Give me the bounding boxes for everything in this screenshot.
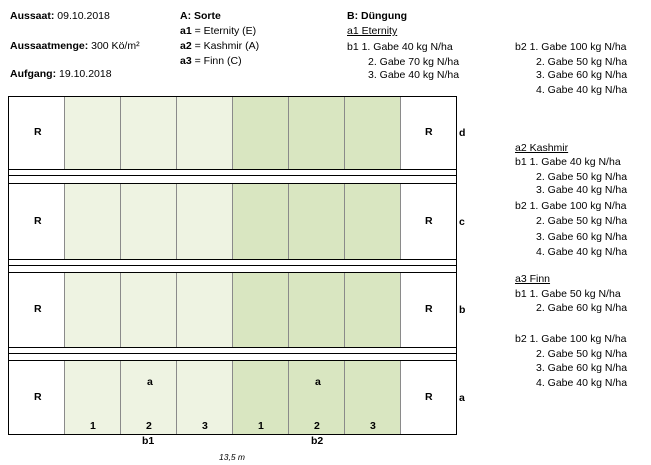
aussaat-label: Aussaat:	[10, 10, 55, 22]
a1-b1-line: 2. Gabe 70 kg N/ha	[368, 56, 460, 68]
row-gap	[8, 348, 457, 360]
border-label: R	[34, 303, 42, 315]
a2-title: a2 Kashmir	[515, 142, 569, 154]
plot-number: 3	[202, 420, 208, 432]
sorte-title: A: Sorte	[180, 10, 221, 22]
border-label: R	[34, 390, 42, 403]
plot-cell	[233, 273, 289, 347]
a2-b2-line: 4. Gabe 40 kg N/ha	[536, 246, 628, 258]
plot-cell	[289, 273, 345, 347]
a3-b2-line: 4. Gabe 40 kg N/ha	[536, 377, 628, 389]
plot-cell	[289, 184, 345, 259]
duengung-title: B: Düngung	[347, 10, 408, 22]
plot-row	[8, 272, 457, 348]
a3-b1-line: 2. Gabe 60 kg N/ha	[536, 302, 628, 314]
aussaatmenge-label: Aussaatmenge:	[10, 40, 89, 52]
a1-b2-line: 4. Gabe 40 kg N/ha	[536, 84, 628, 96]
row-label: a	[459, 391, 465, 404]
border-label: R	[34, 126, 42, 138]
border-label: R	[425, 126, 433, 138]
gap-line	[8, 353, 457, 354]
a1-b2-line: 2. Gabe 50 kg N/ha	[536, 56, 628, 68]
a1-b1-line: b1 1. Gabe 40 kg N/ha	[347, 41, 453, 53]
width-label: 13,5 m	[219, 452, 245, 462]
plot-cell	[177, 97, 233, 169]
a1-b2-line: b2 1. Gabe 100 kg N/ha	[515, 41, 627, 53]
plot-cell	[345, 97, 401, 169]
a3-b1-line: b1 1. Gabe 50 kg N/ha	[515, 288, 621, 300]
gap-line	[8, 265, 457, 266]
sorte-item: a3 = Finn (C)	[180, 55, 242, 67]
row-label: c	[459, 215, 465, 228]
plot-cell	[65, 97, 121, 169]
plot-row	[8, 360, 457, 435]
plot-row	[8, 183, 457, 260]
border-label: R	[425, 390, 433, 403]
plot-number: 1	[258, 420, 264, 432]
a3-b2-line: 3. Gabe 60 kg N/ha	[536, 362, 628, 374]
variant-marker: a	[147, 376, 153, 388]
aussaat-line	[10, 10, 110, 22]
row-label: b	[459, 304, 466, 316]
plot-number: 2	[146, 420, 152, 432]
plot-row	[8, 96, 457, 170]
row-gap	[8, 260, 457, 272]
a2-b1-line: b1 1. Gabe 40 kg N/ha	[515, 156, 621, 168]
a2-b2-line: b2 1. Gabe 100 kg N/ha	[515, 200, 627, 212]
plot-cell	[65, 273, 121, 347]
plot-number: 2	[314, 420, 320, 432]
a1-b1-line: 3. Gabe 40 kg N/ha	[368, 69, 460, 81]
aufgang-line	[10, 68, 112, 80]
plot-number: 3	[370, 420, 376, 432]
plot-cell	[345, 184, 401, 259]
aufgang-value: 19.10.2018	[59, 68, 112, 80]
gap-line	[8, 175, 457, 176]
plot-cell	[233, 184, 289, 259]
plot-cell	[121, 273, 177, 347]
b1-label: b1	[142, 435, 155, 447]
variant-marker: a	[315, 376, 321, 388]
aufgang-label: Aufgang:	[10, 68, 57, 80]
border-label: R	[425, 214, 433, 227]
plot-cell	[65, 184, 121, 259]
row-label: d	[459, 127, 466, 139]
a1-title: a1 Eternity	[347, 25, 398, 37]
row-gap	[8, 170, 457, 183]
plot-cell	[121, 97, 177, 169]
plot-cell	[177, 273, 233, 347]
a3-b2-line: b2 1. Gabe 100 kg N/ha	[515, 333, 627, 345]
plot-cell	[233, 97, 289, 169]
a3-title: a3 Finn	[515, 273, 551, 285]
b2-label: b2	[311, 435, 324, 447]
a2-b2-line: 3. Gabe 60 kg N/ha	[536, 231, 628, 243]
a1-b2-line: 3. Gabe 60 kg N/ha	[536, 69, 628, 81]
aussaat-value: 09.10.2018	[57, 10, 110, 22]
aussaatmenge-value: 300 Kö/m²	[91, 40, 140, 52]
plot-cell	[345, 273, 401, 347]
sorte-item: a1 = Eternity (E)	[180, 25, 257, 37]
sorte-item: a2 = Kashmir (A)	[180, 40, 260, 52]
a3-b2-line: 2. Gabe 50 kg N/ha	[536, 348, 628, 360]
plot-cell	[289, 97, 345, 169]
border-label: R	[34, 214, 42, 227]
plot-cell	[177, 184, 233, 259]
plot-cell	[121, 184, 177, 259]
a2-b2-line: 2. Gabe 50 kg N/ha	[536, 215, 628, 227]
a2-b1-line: 3. Gabe 40 kg N/ha	[536, 184, 628, 196]
aussaatmenge-line	[10, 40, 140, 52]
a2-b1-line: 2. Gabe 50 kg N/ha	[536, 171, 628, 183]
border-label: R	[425, 303, 433, 315]
plot-number: 1	[90, 420, 96, 432]
